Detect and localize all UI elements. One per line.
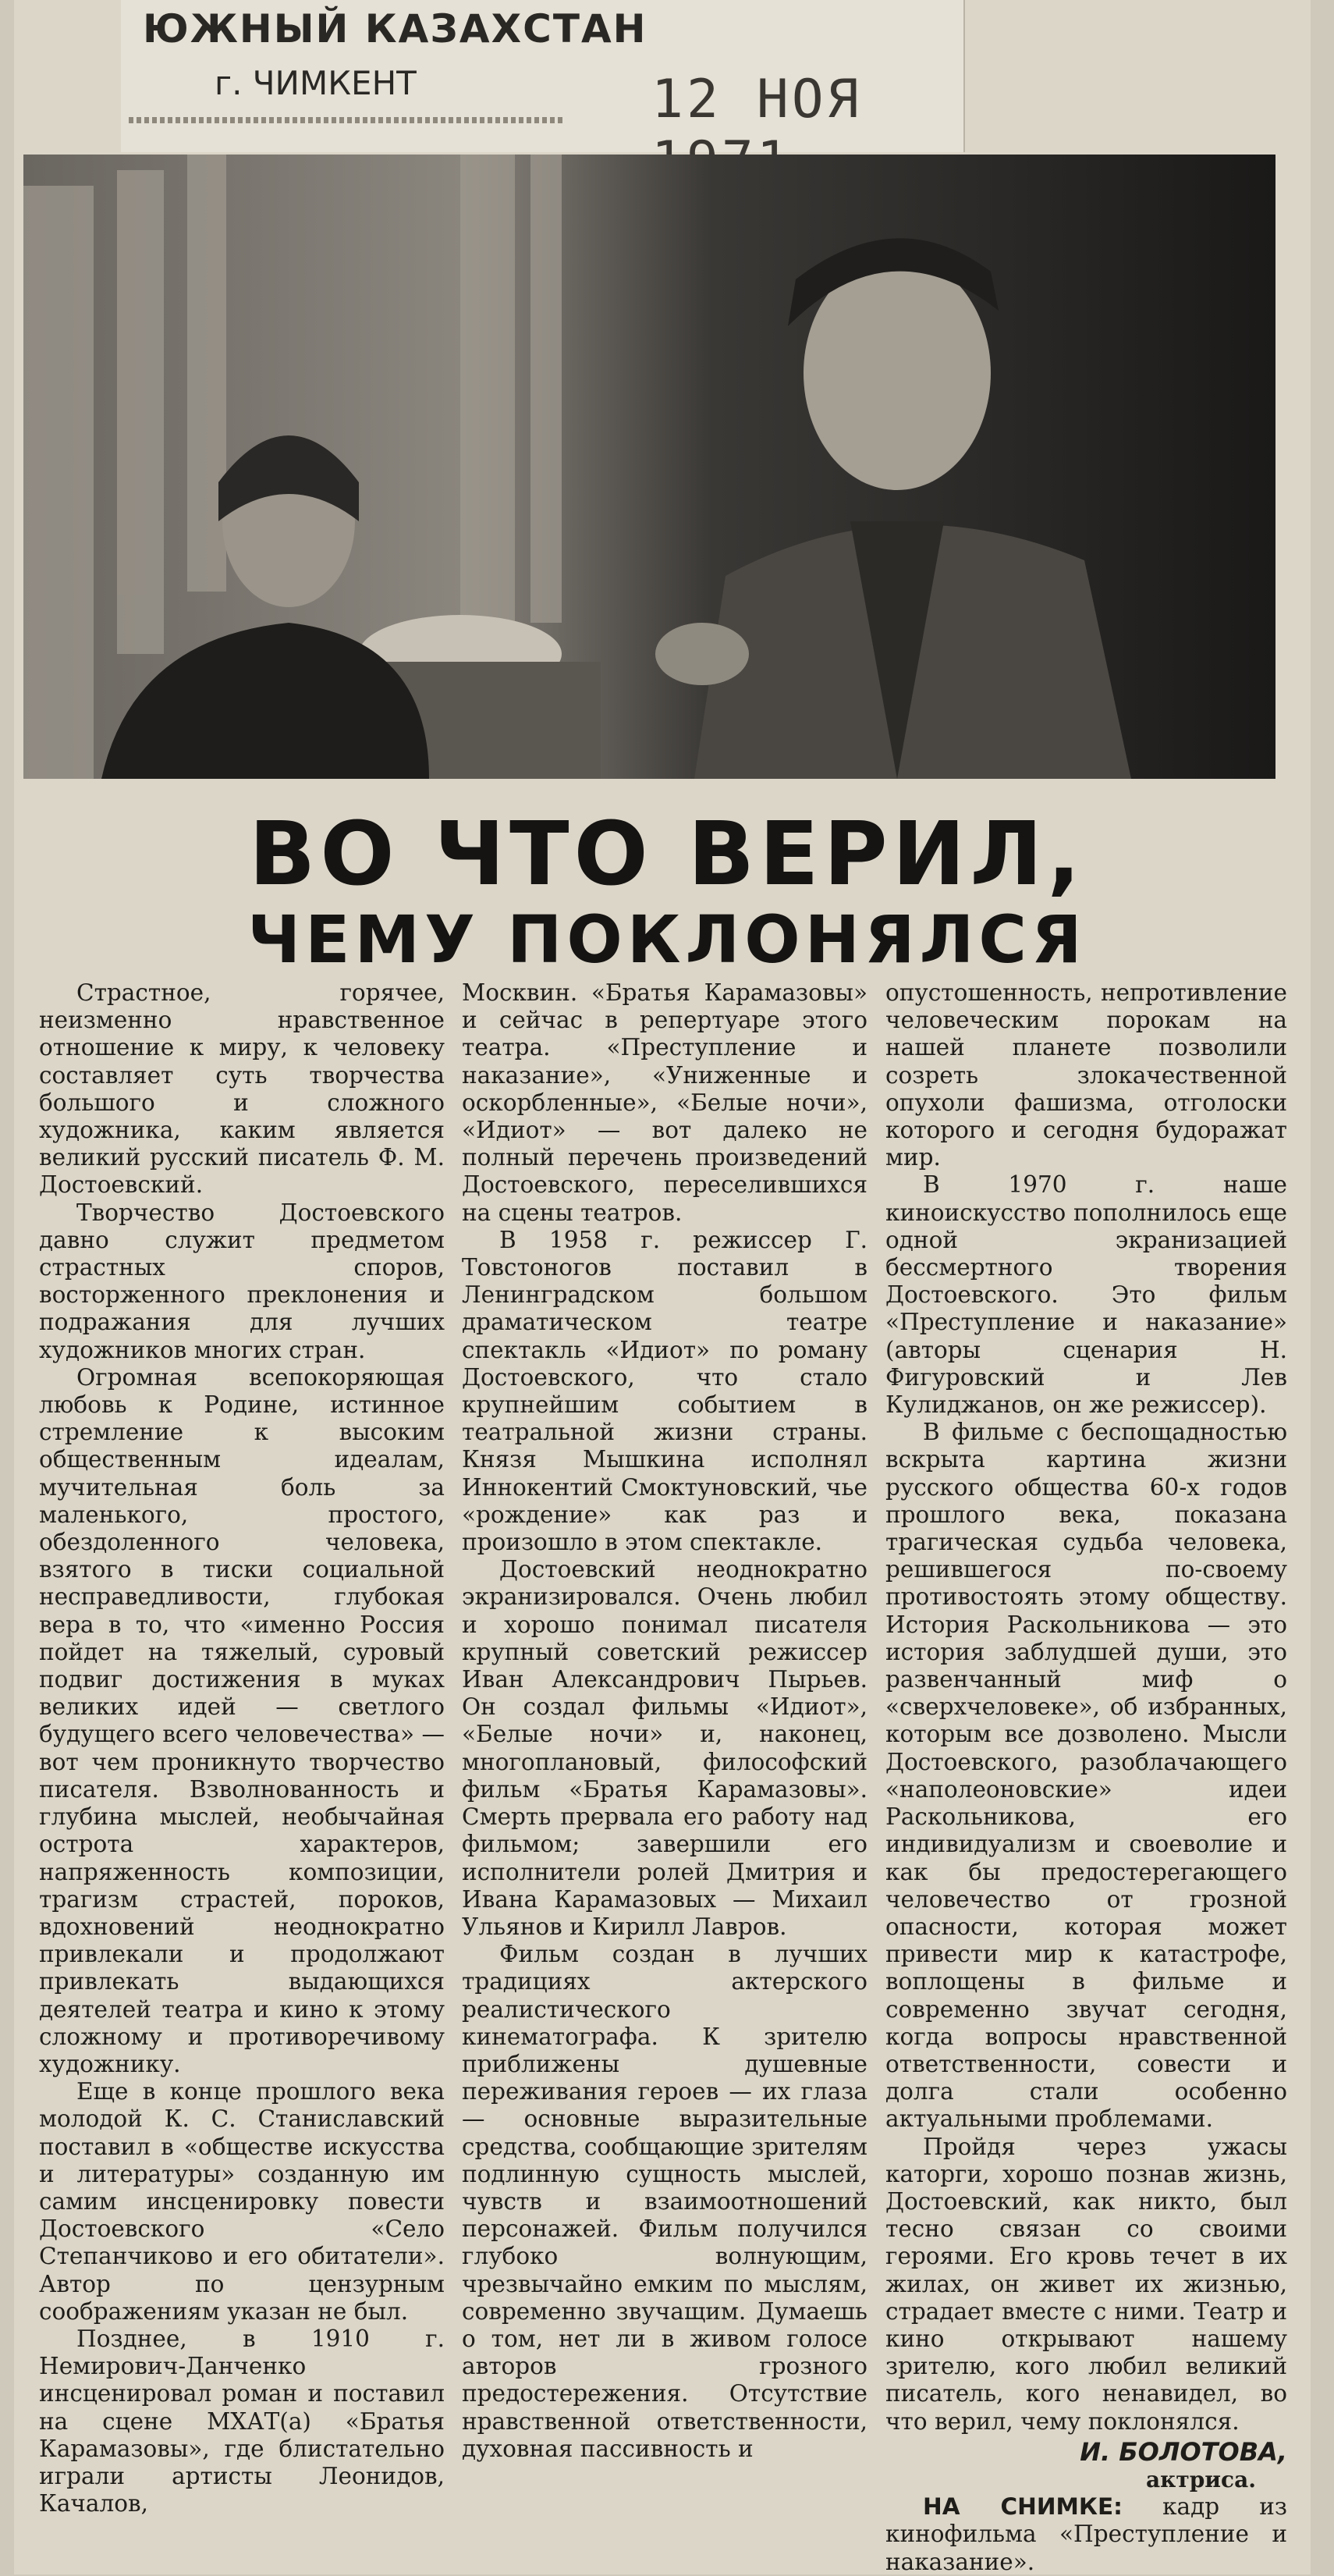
date-stamp: 12 НОЯ: [651, 69, 862, 130]
masthead-rule: [129, 117, 566, 123]
paragraph: Москвин. «Братья Карамазовы» и сейчас в репертуаре этого театра. «Преступление и наказание», «Униженные и оскорбленные», «Белые ночи», «Идиот» — вот далеко не полный перечень произведений Достоевского, переселившихся на сцены театров.: [462, 979, 867, 1226]
paragraph: В фильме с беспощадностью вскрыта картина жизни русского общества 60-х годов прошлого века, показана трагическая судьба человека, решившегося по-своему противостоять этому обществу. История Раскольникова — это история заблудшей души, это развенчанный миф о «сверхчеловеке», об избранных, которым все дозволено. Мысли Достоевского, разоблачающего «наполеоновские» идеи Раскольникова, его индивидуализм и своеволие и как бы предостерегающего человечество от грозной опасности, которая может привести мир к катастрофе, воплощены в фильме и современно звучат сегодня, когда вопросы нравственной ответственности, совести и долга стали особенно актуальными проблемами.: [885, 1419, 1287, 2133]
paragraph: Творчество Достоевского давно служит предметом страстных споров, восторженного преклонения и подражания для лучших художников многих стран.: [39, 1199, 445, 1363]
caption-text: кадр из кинофильма «Преступление и наказание».: [885, 2493, 1287, 2575]
film-still-photo: [23, 155, 1275, 779]
headline-line-2: ЧЕМУ ПОКЛОНЯЛСЯ: [247, 901, 1087, 978]
author-role: актриса.: [1146, 2466, 1256, 2493]
paragraph: Достоевский неоднократно экранизировался. Очень любил и хорошо понимал писателя крупный советский режиссер Иван Александрович Пырьев. Он создал фильмы «Идиот», «Белые ночи» и, наконец, многоплановый, философский фильм «Братья Карамазовы». Смерть прервала его работу над фильмом; завершили его исполнители ролей Дмитрия и Ивана Карамазовых — Михаил Ульянов и Кирилл Лавров.: [462, 1556, 867, 1940]
publication-name: ЮЖНЫЙ КАЗАХСТАН: [143, 6, 647, 52]
paragraph: Еще в конце прошлого века молодой К. С. Станиславский поставил в «обществе искусства и литературы» созданную им самим инсценировку повести Достоевского «Село Степанчиково и его обитатели». Автор по цензурным соображениям указан не был.: [39, 2078, 445, 2325]
paragraph: В 1970 г. наше киноискусство пополнилось еще одной экранизацией бессмертного творения Достоевского. Это фильм «Преступление и наказание» (авторы сценария Н. Фигуровский и Лев Кулиджанов, он же режиссер).: [885, 1171, 1287, 1419]
article-column-3: [885, 979, 1287, 2576]
paragraph: В 1958 г. режиссер Г. Товстоногов поставил в Ленинградском большом драматическом театре спектакль «Идиот» по роману Достоевского, что стало крупнейшим событием в театральной жизни страны. Князя Мышкина исполнял Иннокентий Смоктуновский, чье «рождение» как раз и произошло в этом спектакле.: [462, 1226, 867, 1556]
photo-illustration: [23, 155, 1275, 779]
paragraph: опустошенность, непротивление человеческим порокам на нашей планете позволили созреть злокачественной опухоли фашизма, отголоски которого и сегодня будоражат мир.: [885, 979, 1287, 1171]
publication-city: г. ЧИМКЕНТ: [215, 64, 417, 102]
paragraph: Фильм создан в лучших традициях актерского реалистического кинематографа. К зрителю приближены душевные переживания героев — их глаза — основные выразительные средства, сообщающие зрителям подлинную сущность мыслей, чувств и взаимоотношений персонажей. Фильм получился глубоко волнующим, чрезвычайно емким по мыслям, современно звучащим. Думаешь о том, нет ли в живом голосе авторов грозного предостережения. Отсутствие нравственной ответственности, духовная пассивность и: [462, 1941, 867, 2462]
article-column-1: [39, 979, 445, 2517]
headline-line-1: ВО ЧТО ВЕРИЛ,: [249, 804, 1085, 905]
paragraph: Позднее, в 1910 г. Немирович-Данченко инсценировал роман и поставил на сцене МХАТ(а) «Братья Карамазовы», где блистательно играли артисты Леонидов, Качалов,: [39, 2325, 445, 2517]
photo-caption: [885, 2493, 1287, 2576]
masthead-clipping: [121, 0, 965, 152]
paragraph: Страстное, горячее, неизменно нравственное отношение к миру, к человеку составляет суть творчества большого и сложного художника, каким является великий русский писатель Ф. М. Достоевский.: [39, 979, 445, 1199]
paragraph: Пройдя через ужасы каторги, хорошо познав жизнь, Достоевский, как никто, был тесно связан со своими героями. Его кровь течет в их жилах, он живет их жизнью, страдает вместе с ними. Театр и кино открывают нашему зрителю, кого любил великий писатель, кого ненавидел, во что верил, чему поклонялся.: [885, 2133, 1287, 2435]
paragraph: Огромная всепокоряющая любовь к Родине, истинное стремление к высоким общественным идеалам, мучительная боль за маленького, простого, обездоленного человека, взятого в тиски социальной несправедливости, глубокая вера в то, что «именно Россия пойдет на тяжелый, суровый подвиг достижения в муках великих идей — светлого будущего всего человечества» — вот чем проникнуто творчество писателя. Взволнованность и глубина мыслей, необычайная острота характеров, напряженность композиции, трагизм страстей, пороков, вдохновений неоднократно привлекали и продолжают привлекать выдающихся деятелей театра и кино к этому сложному и противоречивому художнику.: [39, 1363, 445, 2077]
author-name: И. БОЛОТОВА,: [1080, 2436, 1287, 2467]
article-column-2: [462, 979, 867, 2463]
caption-lead: НА СНИМКЕ:: [923, 2493, 1123, 2521]
